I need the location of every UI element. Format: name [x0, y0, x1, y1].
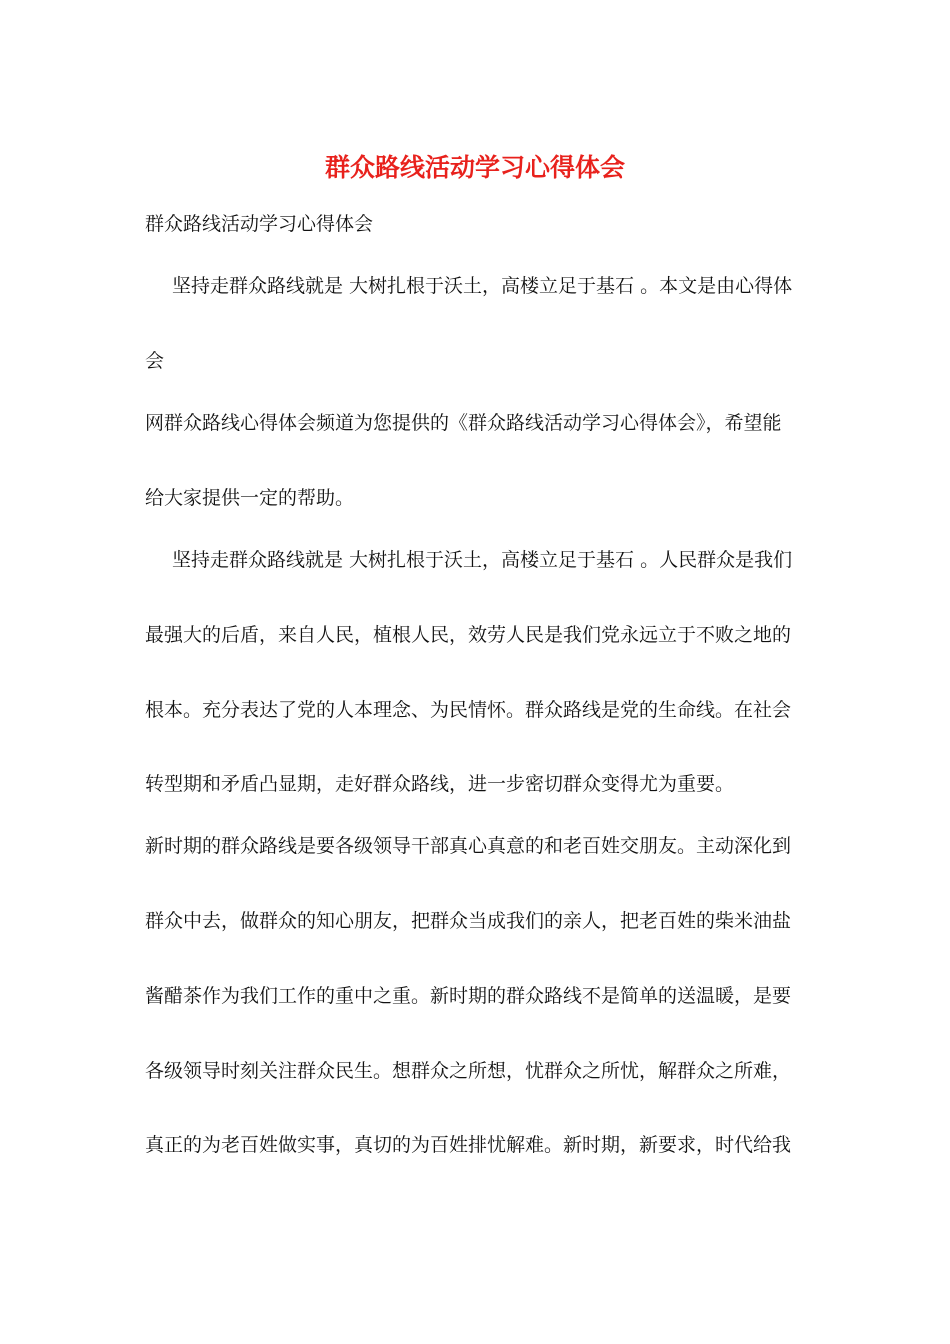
paragraph-line: 网群众路线心得体会频道为您提供的《群众路线活动学习心得体会》，希望能	[145, 412, 782, 434]
paragraph-line: 给大家提供一定的帮助。	[145, 487, 355, 509]
document-title: 群众路线活动学习心得体会	[324, 153, 625, 182]
paragraph-line: 转型期和矛盾凸显期，走好群众路线，进一步密切群众变得尤为重要。	[145, 773, 735, 795]
paragraph-line: 坚持走群众路线就是 大树扎根于沃土，高楼立足于基石 。本文是由心得体	[172, 275, 793, 297]
paragraph-line: 最强大的后盾，来自人民，植根人民，效劳人民是我们党永远立于不败之地的	[145, 624, 792, 646]
paragraph-line: 新时期的群众路线是要各级领导干部真心真意的和老百姓交朋友。主动深化到	[145, 835, 792, 857]
paragraph-line: 真正的为老百姓做实事，真切的为百姓排忧解难。新时期，新要求，时代给我	[145, 1134, 792, 1156]
paragraph-line: 坚持走群众路线就是 大树扎根于沃土，高楼立足于基石 。人民群众是我们	[172, 549, 793, 571]
paragraph-line: 酱醋茶作为我们工作的重中之重。新时期的群众路线不是简单的送温暖，是要	[145, 985, 792, 1007]
paragraph-line: 群众中去，做群众的知心朋友，把群众当成我们的亲人，把老百姓的柴米油盐	[145, 910, 792, 932]
paragraph-line: 各级领导时刻关注群众民生。想群众之所想，忧群众之所忧，解群众之所难，	[145, 1060, 792, 1082]
document-subtitle: 群众路线活动学习心得体会	[145, 213, 374, 235]
paragraph-line: 根本。充分表达了党的人本理念、为民情怀。群众路线是党的生命线。在社会	[145, 699, 792, 721]
paragraph-line: 会	[145, 350, 165, 372]
